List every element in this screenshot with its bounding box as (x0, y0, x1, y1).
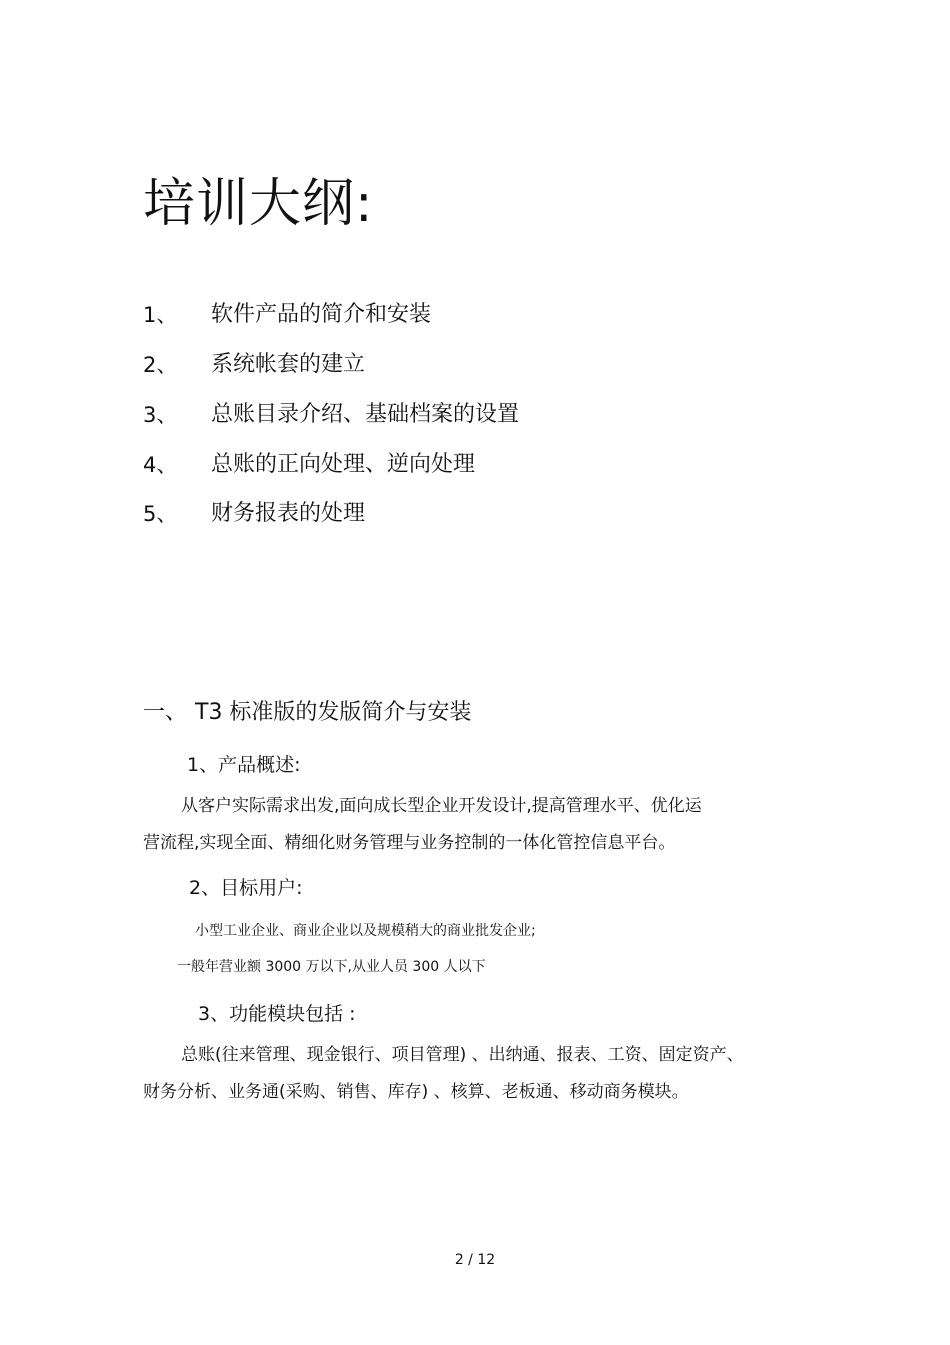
section-number: 一、 (143, 700, 188, 725)
modules-heading: 3、功能模块包括 : (198, 1003, 356, 1025)
modules-line: 总账(往来管理、现金银行、项目管理) 、出纳通、报表、工资、固定资产、 (181, 1045, 744, 1065)
outline-item-number: 4、 (143, 453, 178, 477)
outline-item-number: 5、 (143, 502, 178, 526)
outline-item-number: 1、 (143, 303, 178, 327)
outline-item-text: 财务报表的处理 (211, 501, 366, 526)
overview-line: 营流程,实现全面、精细化财务管理与业务控制的一体化管控信息平台。 (143, 833, 676, 853)
outline-item-text: 总账目录介绍、基础档案的设置 (211, 402, 520, 427)
outline-item-number: 2、 (143, 353, 178, 377)
target-users-line: 一般年营业额 3000 万以下,从业人员 300 人以下 (177, 959, 486, 975)
overview-line: 从客户实际需求出发,面向成长型企业开发设计,提高管理水平、优化运 (181, 796, 702, 816)
outline-item-text: 软件产品的简介和安装 (211, 302, 432, 327)
section-heading (143, 697, 471, 729)
overview-heading: 1、产品概述: (187, 754, 301, 776)
section-title: T3 标准版的发版简介与安装 (195, 700, 472, 725)
outline-item-number: 3、 (143, 403, 178, 427)
page-title: 培训大纲: (143, 174, 374, 234)
page-number: 2 / 12 (454, 1252, 496, 1268)
modules-line: 财务分析、业务通(采购、销售、库存) 、核算、老板通、移动商务模块。 (143, 1082, 689, 1102)
outline-item-text: 系统帐套的建立 (211, 352, 366, 377)
target-users-heading: 2、目标用户: (189, 877, 303, 899)
target-users-line: 小型工业企业、商业企业以及规模稍大的商业批发企业; (195, 923, 536, 939)
outline-item-text: 总账的正向处理、逆向处理 (211, 452, 476, 477)
